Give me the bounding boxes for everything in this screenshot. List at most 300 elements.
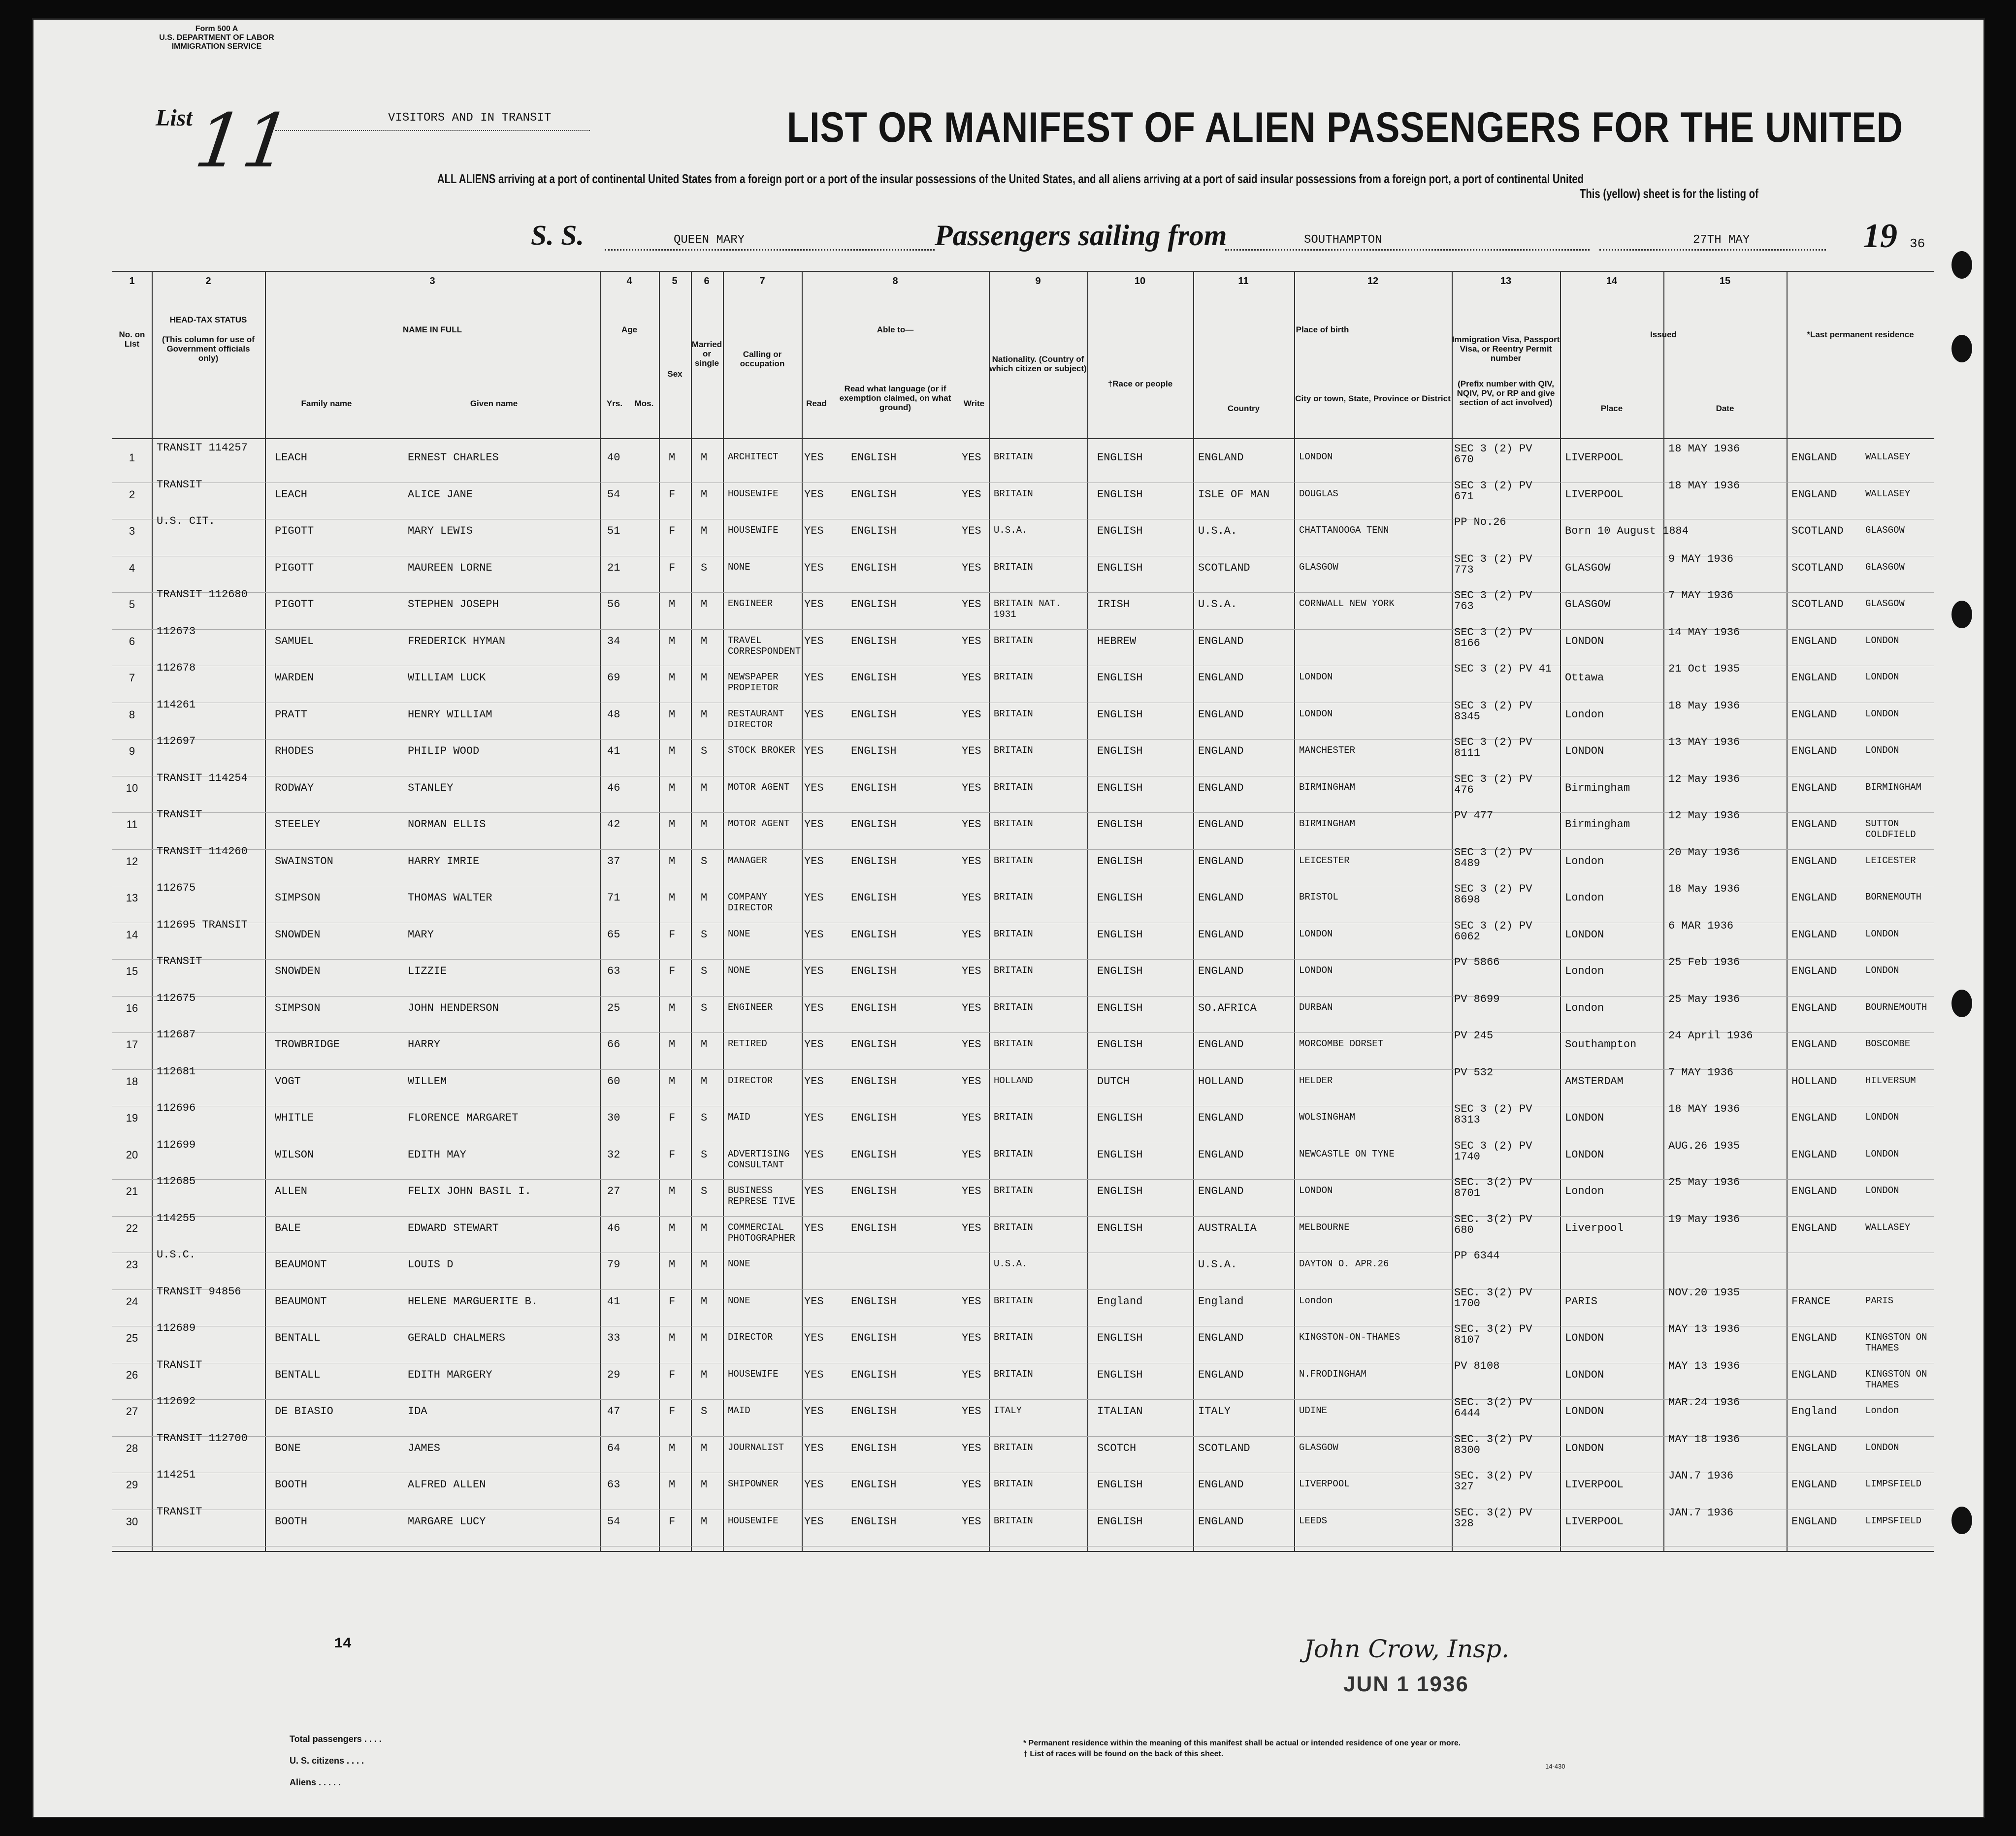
head-tax-cell: 114251 <box>157 1469 196 1481</box>
language-cell: ENGLISH <box>851 598 897 611</box>
race-cell: ENGLISH <box>1097 928 1143 941</box>
sex-cell: F <box>669 1148 676 1161</box>
birth-city-cell: GLASGOW <box>1299 561 1338 573</box>
row-number: 29 <box>126 1479 138 1491</box>
birth-city-cell: LIVERPOOL <box>1299 1479 1350 1489</box>
issued-place-cell: LONDON <box>1565 1368 1604 1381</box>
race-cell: ENGLISH <box>1097 561 1143 574</box>
residence-city-cell: LIMPSFIELD <box>1865 1515 1922 1526</box>
issued-date-cell: MAR.24 1936 <box>1668 1396 1740 1409</box>
nationality-cell: BRITAIN <box>994 818 1033 829</box>
family-name-cell: TROWBRIDGE <box>275 1038 340 1051</box>
read-cell: YES <box>804 1075 824 1088</box>
given-name-cell: HENRY WILLIAM <box>408 708 492 721</box>
visa-cell: SEC 3 (2) PV 8489 <box>1454 846 1532 870</box>
column-divider <box>1452 271 1453 1551</box>
age-cell: 63 <box>607 965 620 977</box>
issued-date-cell: 18 MAY 1936 <box>1668 1103 1740 1115</box>
family-name-cell: STEELEY <box>275 818 321 831</box>
row-number: 2 <box>129 488 135 501</box>
nationality-cell: BRITAIN <box>994 708 1033 719</box>
write-cell: YES <box>962 745 981 757</box>
race-cell: ITALIAN <box>1097 1405 1143 1417</box>
issued-date-cell: 7 MAY 1936 <box>1668 1066 1734 1079</box>
row-rule <box>112 1399 1934 1400</box>
read-cell: YES <box>804 965 824 977</box>
race-cell: ENGLISH <box>1097 708 1143 721</box>
head-tax-cell: 112692 <box>157 1395 196 1408</box>
row-rule <box>112 592 1934 593</box>
sex-cell: F <box>669 525 676 537</box>
issued-place-cell: LONDON <box>1565 1112 1604 1124</box>
residence-country-cell: ENGLAND <box>1791 1001 1837 1014</box>
head-tax-cell: TRANSIT 114260 <box>157 845 248 858</box>
birth-city-cell: DURBAN <box>1299 1001 1333 1013</box>
head-tax-cell: 112675 <box>157 992 196 1004</box>
sex-cell: M <box>669 1038 676 1051</box>
aliens-label: Aliens . . . . . <box>290 1777 341 1787</box>
residence-city-cell: WALLASEY <box>1865 451 1911 462</box>
issued-date-cell: NOV.20 1935 <box>1668 1286 1740 1299</box>
sailing-label: Passengers sailing from <box>935 219 1227 252</box>
calling-header: Calling or occupation <box>740 350 785 368</box>
age-cell: 47 <box>607 1405 620 1417</box>
column-divider <box>691 271 692 1551</box>
row-number: 15 <box>126 965 138 977</box>
head-tax-cell: TRANSIT 112680 <box>157 588 248 601</box>
passenger-table <box>112 271 1934 1551</box>
total-passengers-label: Total passengers . . . . <box>290 1734 382 1744</box>
write-cell: YES <box>962 451 981 464</box>
header-rule <box>112 438 1934 439</box>
marital-cell: S <box>701 1185 708 1197</box>
visa-cell: SEC. 3(2) PV 8107 <box>1454 1323 1532 1346</box>
birth-country-cell: SO.AFRICA <box>1198 1001 1257 1014</box>
head-tax-cell: TRANSIT 114254 <box>157 772 248 784</box>
marital-cell: M <box>701 781 708 794</box>
marital-cell: M <box>701 1038 708 1051</box>
sex-cell: F <box>669 965 676 977</box>
row-number: 30 <box>126 1515 138 1528</box>
birth-city-cell: BRISTOL <box>1299 892 1338 902</box>
language-cell: ENGLISH <box>851 1295 897 1308</box>
column-number: 7 <box>759 276 765 287</box>
residence-country-cell: ENGLAND <box>1791 635 1837 647</box>
visa-cell: SEC 3 (2) PV 8313 <box>1454 1103 1532 1126</box>
footnote-races: † List of races will be found on the back of this sheet. <box>1023 1750 1224 1758</box>
sex-cell: F <box>669 488 676 501</box>
family-name-cell: SIMPSON <box>275 892 321 904</box>
column-number: 2 <box>205 276 211 287</box>
birth-country-cell: ENGLAND <box>1198 745 1244 757</box>
write-cell: YES <box>962 672 981 684</box>
visa-cell: SEC 3 (2) PV 8166 <box>1454 626 1532 649</box>
row-number: 10 <box>126 781 138 794</box>
given-name-cell: FELIX JOHN BASIL I. <box>408 1185 531 1197</box>
ss-label: S. S. <box>531 219 585 251</box>
age-cell: 64 <box>607 1442 620 1454</box>
family-name-cell: WHITLE <box>275 1112 314 1124</box>
nationality-cell: BRITAIN <box>994 855 1033 866</box>
given-name-cell: ERNEST CHARLES <box>408 451 499 464</box>
birth-country-cell: ITALY <box>1198 1405 1231 1417</box>
language-cell: ENGLISH <box>851 488 897 501</box>
family-name-header: Family name <box>301 399 352 408</box>
family-name-cell: BOOTH <box>275 1479 308 1491</box>
visa-cell: SEC 3 (2) PV 6062 <box>1454 919 1532 943</box>
column-divider <box>265 271 266 1551</box>
column-number: 1 <box>129 276 135 287</box>
race-cell: ENGLISH <box>1097 1038 1143 1051</box>
issued-place-cell: AMSTERDAM <box>1565 1075 1624 1088</box>
column-number: 4 <box>626 276 632 287</box>
race-cell: ENGLISH <box>1097 1515 1143 1528</box>
marital-cell: S <box>701 965 708 977</box>
issued-place-cell: GLASGOW <box>1565 561 1611 574</box>
residence-city-cell: LONDON <box>1865 1148 1899 1160</box>
sex-cell: M <box>669 1258 676 1271</box>
marital-cell: S <box>701 1148 708 1161</box>
visa-cell: SEC. 3(2) PV 327 <box>1454 1470 1532 1493</box>
residence-city-cell: GLASGOW <box>1865 561 1905 573</box>
birth-country-cell: AUSTRALIA <box>1198 1222 1257 1234</box>
residence-country-cell: ENGLAND <box>1791 928 1837 941</box>
family-name-cell: BEAUMONT <box>275 1295 327 1308</box>
nationality-cell: BRITAIN <box>994 1442 1033 1453</box>
birth-city-cell: London <box>1299 1295 1333 1306</box>
residence-city-cell: BOURNEMOUTH <box>1865 1001 1927 1013</box>
issued-place-cell: London <box>1565 892 1604 904</box>
column-number: 11 <box>1238 276 1249 287</box>
year-suffix: 36 <box>1910 236 1925 251</box>
read-cell: YES <box>804 1148 824 1161</box>
issued-place-cell: London <box>1565 1001 1604 1014</box>
marital-cell: S <box>701 561 708 574</box>
residence-country-cell: ENGLAND <box>1791 1442 1837 1454</box>
write-cell: YES <box>962 1479 981 1491</box>
read-cell: YES <box>804 855 824 868</box>
nationality-cell: BRITAIN <box>994 1001 1033 1013</box>
birth-country-cell: ENGLAND <box>1198 818 1244 831</box>
visa-cell: PV 8108 <box>1454 1359 1500 1372</box>
head-tax-cell: TRANSIT <box>157 1358 202 1371</box>
language-cell: ENGLISH <box>851 1368 897 1381</box>
occupation-cell: HOUSEWIFE <box>728 488 779 499</box>
head-tax-cell: TRANSIT 112700 <box>157 1432 248 1445</box>
birth-country-cell: ENGLAND <box>1198 892 1244 904</box>
row-rule <box>112 812 1934 813</box>
able-to-header: Able to— <box>877 325 914 334</box>
marital-cell: S <box>701 1405 708 1417</box>
row-number: 20 <box>126 1148 138 1161</box>
birth-city-cell: WOLSINGHAM <box>1299 1112 1356 1123</box>
write-cell: YES <box>962 1222 981 1234</box>
residence-city-cell: LONDON <box>1865 1442 1899 1453</box>
visa-cell: PV 8699 <box>1454 993 1500 1005</box>
race-cell: ENGLISH <box>1097 1185 1143 1197</box>
nationality-cell: BRITAIN <box>994 965 1033 976</box>
sex-cell: M <box>669 745 676 757</box>
table-bottom-rule <box>112 1551 1934 1552</box>
birth-country-cell: England <box>1198 1295 1244 1308</box>
nationality-cell: BRITAIN <box>994 1332 1033 1343</box>
marital-cell: M <box>701 1479 708 1491</box>
given-name-cell: EDITH MAY <box>408 1148 466 1161</box>
marital-cell: M <box>701 892 708 904</box>
yrs-header: Yrs. <box>606 399 623 408</box>
language-cell: ENGLISH <box>851 1001 897 1014</box>
read-cell: YES <box>804 781 824 794</box>
write-cell: YES <box>962 598 981 611</box>
age-cell: 71 <box>607 892 620 904</box>
given-name-cell: JAMES <box>408 1442 441 1454</box>
ship-name: QUEEN MARY <box>674 233 745 247</box>
write-cell: YES <box>962 488 981 501</box>
occupation-cell: COMMERCIAL PHOTOGRAPHER <box>728 1222 795 1244</box>
issued-date-cell: 12 May 1936 <box>1668 773 1740 785</box>
race-cell: ENGLISH <box>1097 1222 1143 1234</box>
language-cell: ENGLISH <box>851 525 897 537</box>
family-name-cell: DE BIASIO <box>275 1405 333 1417</box>
language-cell: ENGLISH <box>851 892 897 904</box>
race-cell: DUTCH <box>1097 1075 1130 1088</box>
row-number: 9 <box>129 745 135 757</box>
residence-city-cell: SUTTON COLDFIELD <box>1865 818 1916 840</box>
given-name-cell: NORMAN ELLIS <box>408 818 486 831</box>
visa-cell: SEC 3 (2) PV 8111 <box>1454 736 1532 759</box>
residence-country-cell: ENGLAND <box>1791 708 1837 721</box>
given-name-cell: MARY <box>408 928 434 941</box>
birth-country-cell: ENGLAND <box>1198 1479 1244 1491</box>
issued-place-header: Place <box>1600 404 1623 413</box>
head-tax-cell: U.S. CIT. <box>157 515 215 527</box>
language-cell: ENGLISH <box>851 708 897 721</box>
visa-cell: PP 6344 <box>1454 1250 1500 1262</box>
read-cell: YES <box>804 525 824 537</box>
nationality-cell: BRITAIN <box>994 451 1033 462</box>
date-dotted-line <box>1599 249 1826 251</box>
sex-cell: M <box>669 708 676 721</box>
occupation-cell: DIRECTOR <box>728 1075 773 1086</box>
birth-city-cell: LEEDS <box>1299 1515 1328 1526</box>
given-name-cell: MAUREEN LORNE <box>408 561 492 574</box>
occupation-cell: DIRECTOR <box>728 1332 773 1343</box>
age-cell: 41 <box>607 745 620 757</box>
race-cell: ENGLISH <box>1097 965 1143 977</box>
sex-cell: M <box>669 672 676 684</box>
sex-cell: M <box>669 1332 676 1344</box>
visa-cell: PV 245 <box>1454 1030 1494 1042</box>
occupation-cell: ENGINEER <box>728 1001 773 1013</box>
residence-city-cell: GLASGOW <box>1865 598 1905 609</box>
nationality-cell: BRITAIN <box>994 892 1033 902</box>
language-cell: ENGLISH <box>851 818 897 831</box>
given-name-cell: IDA <box>408 1405 427 1417</box>
issued-date-cell: 9 MAY 1936 <box>1668 552 1734 565</box>
read-cell: YES <box>804 1222 824 1234</box>
residence-city-cell: LONDON <box>1865 635 1899 646</box>
issued-date-cell: 6 MAR 1936 <box>1668 919 1734 932</box>
family-name-cell: SAMUEL <box>275 635 314 647</box>
marital-cell: M <box>701 1368 708 1381</box>
given-name-cell: WILLIAM LUCK <box>408 672 486 684</box>
list-label: List <box>156 105 193 131</box>
occupation-cell: ADVERTISING CONSULTANT <box>728 1148 790 1170</box>
residence-country-cell: SCOTLAND <box>1791 598 1844 611</box>
read-cell: YES <box>804 892 824 904</box>
language-cell: ENGLISH <box>851 1148 897 1161</box>
language-cell: ENGLISH <box>851 965 897 977</box>
birth-city-cell: CORNWALL NEW YORK <box>1299 598 1395 609</box>
issued-place-cell: LIVERPOOL <box>1565 451 1624 464</box>
row-number: 5 <box>129 598 135 611</box>
visa-cell: SEC 3 (2) PV 773 <box>1454 552 1532 576</box>
visa-cell: SEC. 3(2) PV 680 <box>1454 1213 1532 1236</box>
read-cell: YES <box>804 818 824 831</box>
birth-country-cell: U.S.A. <box>1198 525 1237 537</box>
punch-hole <box>1951 251 1972 279</box>
row-rule <box>112 1179 1934 1180</box>
nationality-cell: BRITAIN <box>994 672 1033 682</box>
birth-city-cell: CHATTANOOGA TENN <box>1299 525 1389 536</box>
residence-country-cell: ENGLAND <box>1791 1185 1837 1197</box>
visa-cell: SEC 3 (2) PV 763 <box>1454 589 1532 612</box>
nationality-cell: ITALY <box>994 1405 1022 1416</box>
issued-date-cell: 21 Oct 1935 <box>1668 663 1740 675</box>
birth-city-cell: MANCHESTER <box>1299 745 1356 756</box>
row-number: 12 <box>126 855 138 868</box>
nationality-cell: BRITAIN <box>994 561 1033 573</box>
language-cell: ENGLISH <box>851 561 897 574</box>
read-cell: YES <box>804 451 824 464</box>
language-cell: ENGLISH <box>851 1515 897 1528</box>
visa-cell: SEC 3 (2) PV 671 <box>1454 479 1532 503</box>
occupation-cell: ENGINEER <box>728 598 773 609</box>
residence-city-cell: BORNEMOUTH <box>1865 892 1922 902</box>
write-cell: YES <box>962 855 981 868</box>
given-name-cell: HELENE MARGUERITE B. <box>408 1295 538 1308</box>
residence-country-cell: ENGLAND <box>1791 1368 1837 1381</box>
issued-date-cell: 19 May 1936 <box>1668 1213 1740 1225</box>
write-cell: YES <box>962 1405 981 1417</box>
age-cell: 25 <box>607 1001 620 1014</box>
sex-cell: M <box>669 1222 676 1234</box>
residence-country-cell: ENGLAND <box>1791 892 1837 904</box>
given-name-cell: MARGARE LUCY <box>408 1515 486 1528</box>
visa-cell: SEC 3 (2) PV 41 <box>1454 663 1552 675</box>
sex-cell: M <box>669 818 676 831</box>
residence-country-cell: ENGLAND <box>1791 965 1837 977</box>
column-divider <box>989 271 990 1551</box>
family-name-cell: BONE <box>275 1442 301 1454</box>
language-cell: ENGLISH <box>851 1405 897 1417</box>
given-name-cell: ALFRED ALLEN <box>408 1479 486 1491</box>
nationality-cell: BRITAIN <box>994 781 1033 793</box>
row-rule <box>112 1032 1934 1033</box>
subtitle-line-2: This (yellow) sheet is for the listing of <box>1580 186 1758 201</box>
birth-city-cell: BIRMINGHAM <box>1299 781 1356 793</box>
birth-country-cell: U.S.A. <box>1198 598 1237 611</box>
write-cell: YES <box>962 1075 981 1088</box>
date-stamp: JUN 1 1936 <box>1343 1672 1469 1696</box>
visa-cell: SEC. 3(2) PV 1700 <box>1454 1286 1532 1310</box>
inspector-signature: John Crow, Insp. <box>1304 1635 1509 1663</box>
birth-city-cell: MORCOMBE DORSET <box>1299 1038 1384 1049</box>
sex-cell: M <box>669 635 676 647</box>
family-name-cell: BENTALL <box>275 1332 321 1344</box>
marital-cell: S <box>701 855 708 868</box>
residence-country-cell: SCOTLAND <box>1791 561 1844 574</box>
given-name-header: Given name <box>470 399 518 408</box>
read-cell: YES <box>804 708 824 721</box>
visa-cell: SEC. 3(2) PV 328 <box>1454 1506 1532 1530</box>
issued-date-cell: MAY 18 1936 <box>1668 1433 1740 1446</box>
write-cell: YES <box>962 1295 981 1308</box>
residence-country-cell: HOLLAND <box>1791 1075 1837 1088</box>
residence-city-cell: LONDON <box>1865 928 1899 939</box>
issued-date-cell: 25 May 1936 <box>1668 1176 1740 1189</box>
read-cell: YES <box>804 635 824 647</box>
age-cell: 56 <box>607 598 620 611</box>
marital-cell: M <box>701 1295 708 1308</box>
issued-date-cell: 24 April 1936 <box>1668 1030 1753 1042</box>
occupation-cell: NONE <box>728 1295 750 1306</box>
issued-place-cell: LIVERPOOL <box>1565 1515 1624 1528</box>
sex-cell: F <box>669 561 676 574</box>
occupation-cell: NONE <box>728 561 750 573</box>
occupation-cell: MAID <box>728 1112 750 1123</box>
family-name-cell: VOGT <box>275 1075 301 1088</box>
issued-date-cell: 25 May 1936 <box>1668 993 1740 1005</box>
write-cell: YES <box>962 1442 981 1454</box>
occupation-cell: NONE <box>728 965 750 976</box>
issued-date-cell: 18 MAY 1936 <box>1668 479 1740 492</box>
write-cell: YES <box>962 1368 981 1381</box>
nationality-cell: BRITAIN <box>994 1185 1033 1196</box>
birth-city-cell: LONDON <box>1299 672 1333 682</box>
issued-header: Issued <box>1650 330 1677 339</box>
write-cell: YES <box>962 781 981 794</box>
write-cell: YES <box>962 635 981 647</box>
marital-cell: S <box>701 1001 708 1014</box>
marital-cell: S <box>701 1112 708 1124</box>
given-name-cell: WILLEM <box>408 1075 447 1088</box>
occupation-cell: RESTAURANT DIRECTOR <box>728 708 784 730</box>
age-cell: 34 <box>607 635 620 647</box>
sex-cell: F <box>669 1368 676 1381</box>
read-cell: YES <box>804 672 824 684</box>
family-name-cell: PRATT <box>275 708 308 721</box>
form-line: Form 500 A <box>195 25 238 33</box>
residence-city-cell: WALLASEY <box>1865 488 1911 499</box>
visa-cell: SEC. 3(2) PV 8300 <box>1454 1433 1532 1456</box>
age-cell: 79 <box>607 1258 620 1271</box>
head-tax-cell: 112685 <box>157 1175 196 1188</box>
birth-country-cell: ENGLAND <box>1198 781 1244 794</box>
sailing-date: 27TH MAY <box>1693 233 1750 247</box>
row-number: 11 <box>126 818 138 831</box>
race-cell: ENGLISH <box>1097 745 1143 757</box>
race-cell: ENGLISH <box>1097 525 1143 537</box>
language-cell: ENGLISH <box>851 635 897 647</box>
visa-cell: SEC 3 (2) PV 670 <box>1454 443 1532 466</box>
row-number: 25 <box>126 1332 138 1344</box>
residence-city-cell: LIMPSFIELD <box>1865 1479 1922 1489</box>
issued-place-cell: London <box>1565 1185 1604 1197</box>
family-name-cell: BENTALL <box>275 1368 321 1381</box>
nationality-cell: BRITAIN <box>994 1295 1033 1306</box>
column-number: 13 <box>1500 276 1512 287</box>
